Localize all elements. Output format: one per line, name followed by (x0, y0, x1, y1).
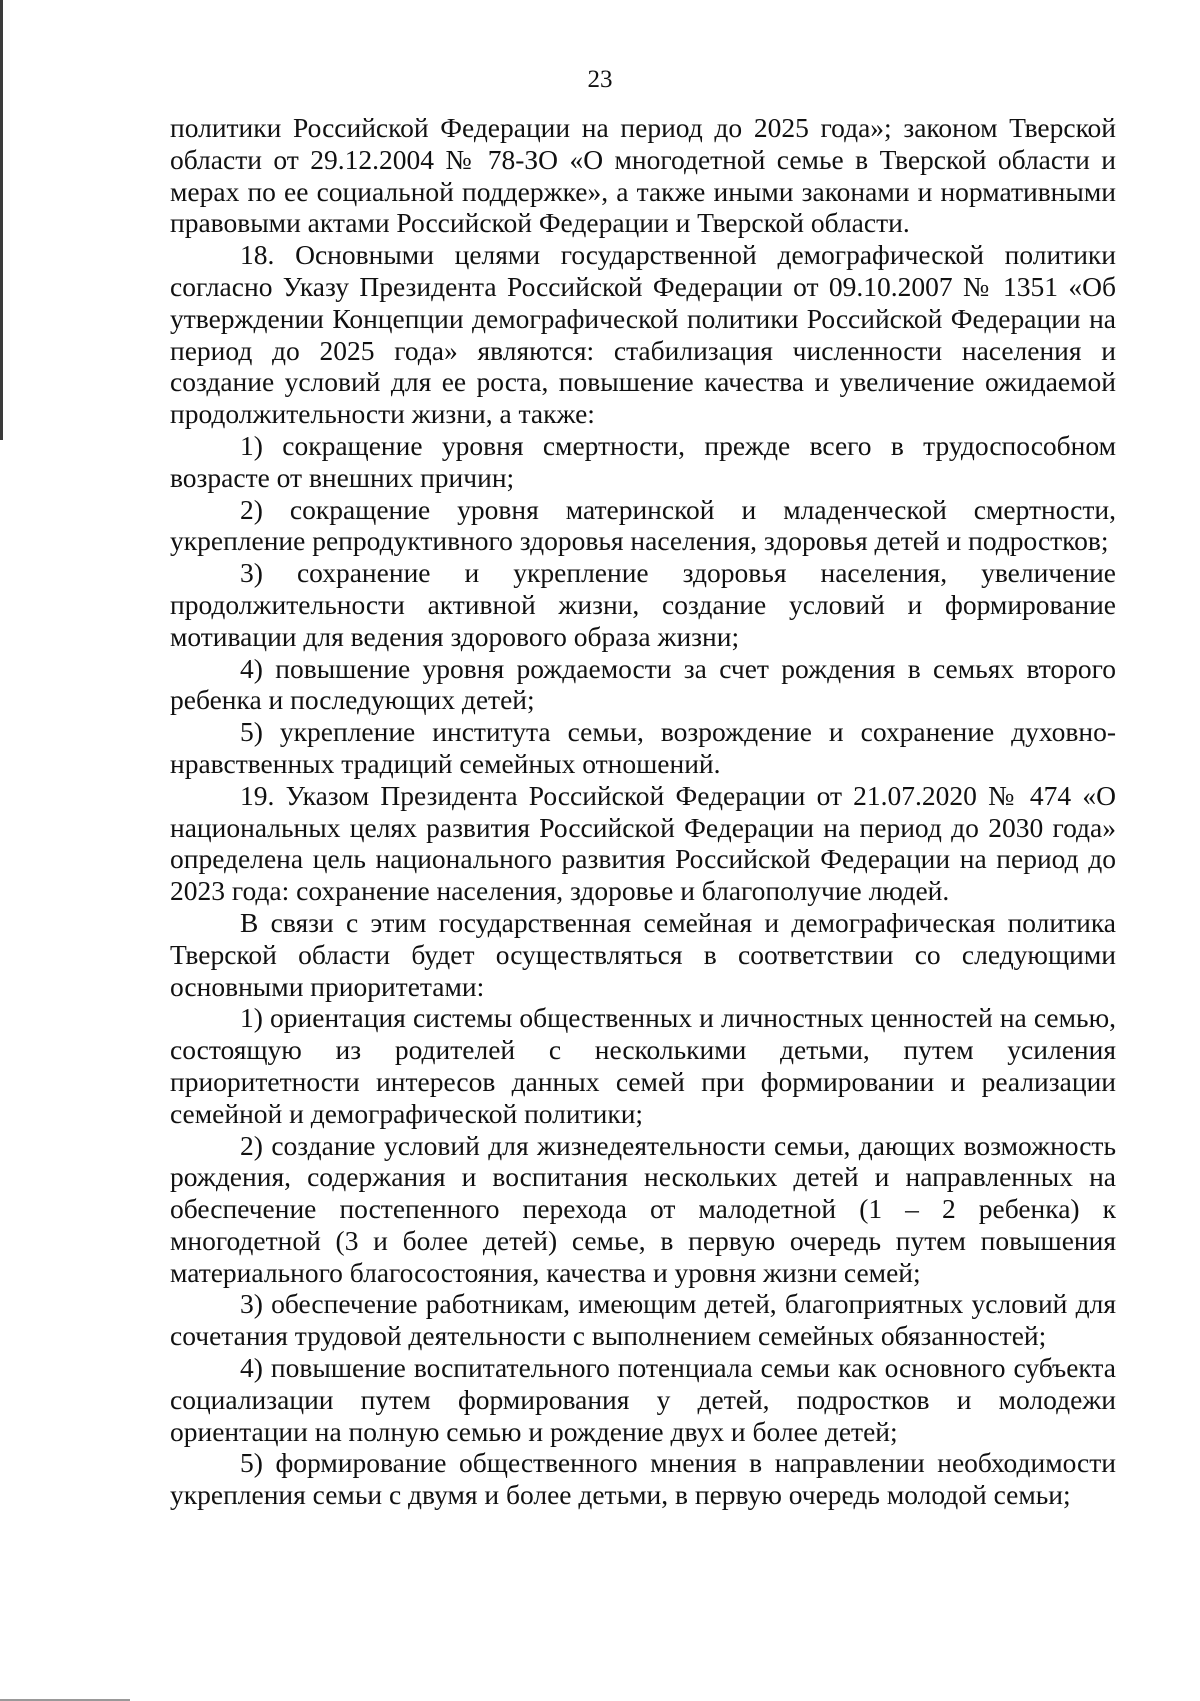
list-item-priority-1: 1) ориентация системы общественных и личностных ценностей на семью, состоящую из родителей с несколькими детьми, путем усиления приоритетности интересов данных семей при формировании и реализации семейной и демографической политики; (170, 1002, 1116, 1129)
list-item-goal-4: 4) повышение уровня рождаемости за счет рождения в семьях второго ребенка и последующих детей; (170, 652, 1116, 716)
list-item-goal-1: 1) сокращение уровня смертности, прежде всего в трудоспособном возрасте от внешних причин; (170, 429, 1116, 493)
list-item-priority-2: 2) создание условий для жизнедеятельности семьи, дающих возможность рождения, содержания и воспитания нескольких детей и направленных на обеспечение постепенного перехода от малодетной (1 – 2 ребенка) к многодетной (3 и более детей) семье, в первую очередь путем повышения материального благосостояния, качества и уровня жизни семей; (170, 1129, 1116, 1288)
list-item-goal-5: 5) укрепление института семьи, возрождение и сохранение духовно-нравственных традиций семейных отношений. (170, 716, 1116, 779)
paragraph-intro-continued: политики Российской Федерации на период до 2025 года»; законом Тверской области от 29.12.2004 № 78-ЗО «О многодетной семье в Тверской области и мерах по ее социальной поддержке», а также иными законами и нормативными правовыми актами Российской Федерации и Тверской области. (170, 112, 1116, 239)
list-item-priority-4: 4) повышение воспитательного потенциала семьи как основного субъекта социализации путем формирования у детей, подростков и молодежи ориентации на полную семью и рождение двух и более детей; (170, 1352, 1116, 1447)
list-item-goal-2: 2) сокращение уровня материнской и младенческой смертности, укрепление репродуктивного здоровья населения, здоровья детей и подростков; (170, 493, 1116, 557)
list-item-goal-3: 3) сохранение и укрепление здоровья населения, увеличение продолжительности активной жизни, создание условий и формирование мотивации для ведения здорового образа жизни; (170, 557, 1116, 652)
paragraph-19: 19. Указом Президента Российской Федерации от 21.07.2020 № 474 «О национальных целях развития Российской Федерации на период до 2030 года» определена цель национального развития Российской Федерации на период до 2023 года: сохранение населения, здоровье и благополучие людей. (170, 779, 1116, 907)
list-item-priority-3: 3) обеспечение работникам, имеющим детей, благоприятных условий для сочетания трудовой деятельности с выполнением семейных обязанностей; (170, 1288, 1116, 1352)
paragraph-priorities-intro: В связи с этим государственная семейная и демографическая политика Тверской области будет осуществляться в соответствии со следующими основными приоритетами: (170, 906, 1116, 1002)
page-number: 23 (587, 66, 613, 93)
paragraph-18: 18. Основными целями государственной демографической политики согласно Указу Президента Российской Федерации от 09.10.2007 № 1351 «Об утверждении Концепции демографической политики Российской Федерации на период до 2025 года» являются: стабилизация численности населения и создание условий для ее роста, повышение качества и увеличение ожидаемой продолжительности жизни, а также: (170, 239, 1116, 430)
document-body (170, 112, 1116, 1511)
list-item-priority-5: 5) формирование общественного мнения в направлении необходимости укрепления семьи с двумя и более детьми, в первую очередь молодой семьи; (170, 1447, 1116, 1511)
